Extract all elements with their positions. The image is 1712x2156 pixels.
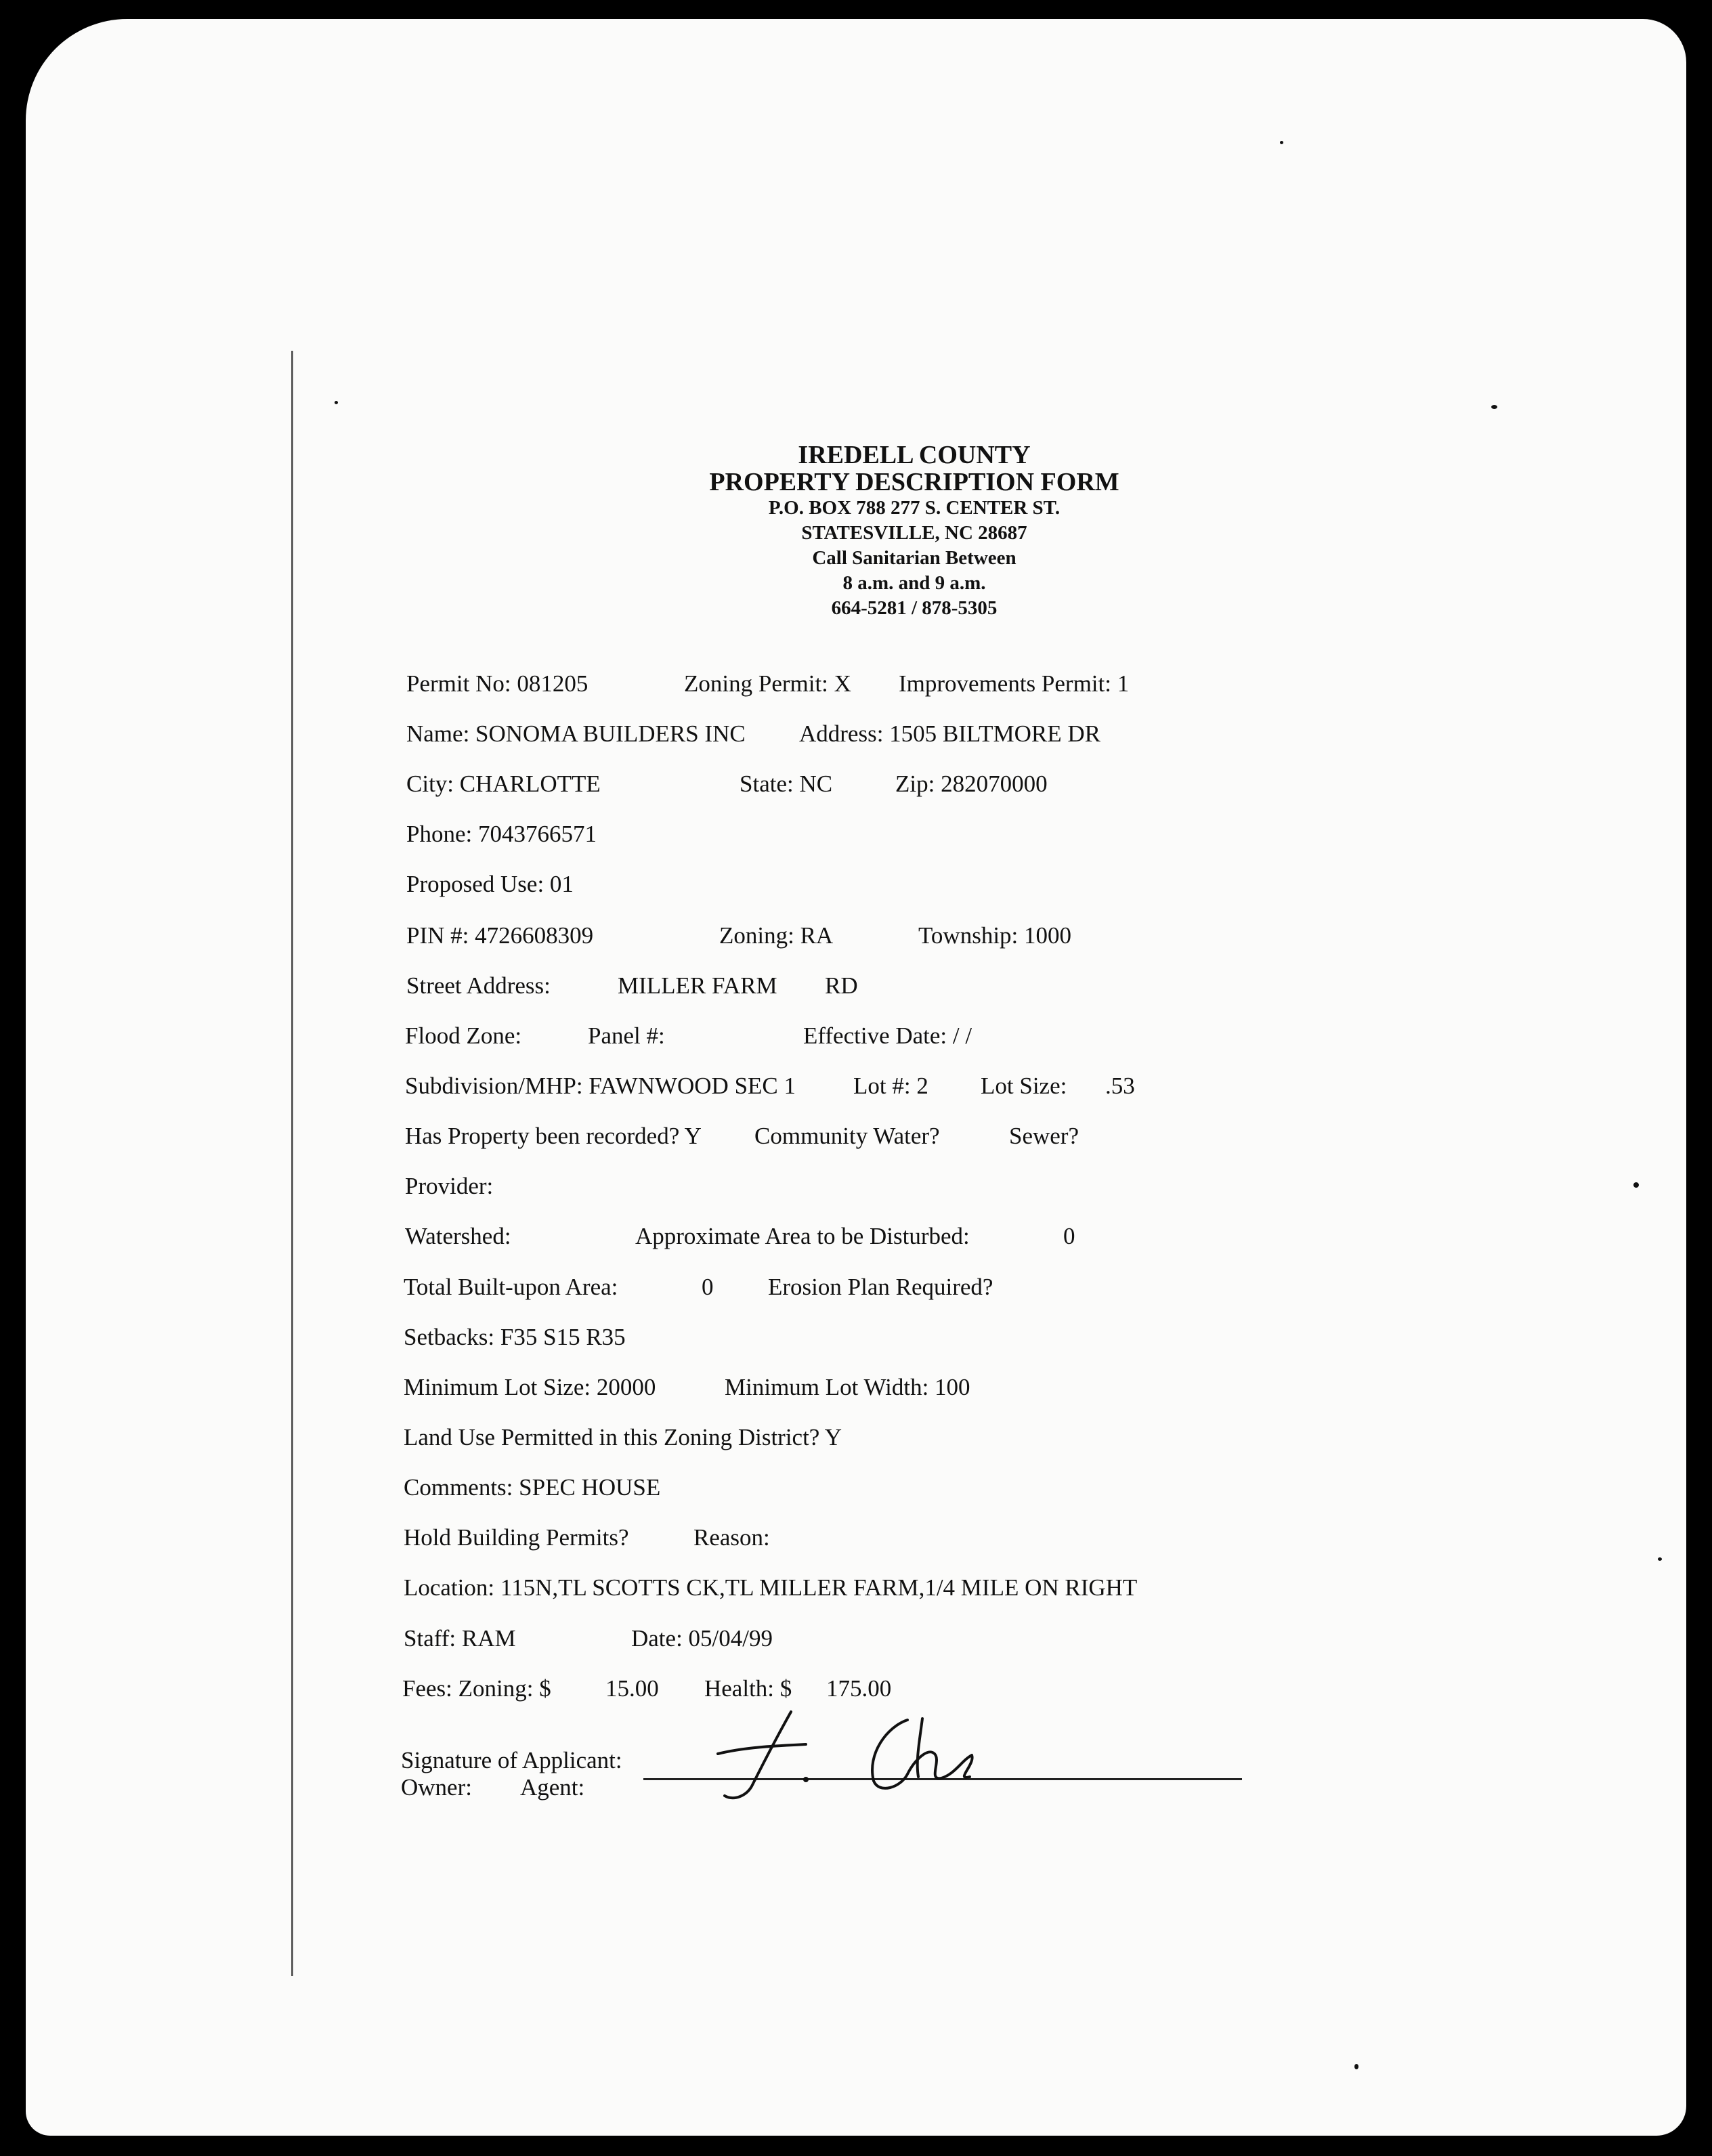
township: Township: 1000: [918, 922, 1072, 949]
owner: Owner:: [401, 1774, 472, 1801]
signature-label: Signature of Applicant:: [401, 1747, 622, 1773]
form-title: PROPERTY DESCRIPTION FORM: [709, 468, 1119, 496]
effective-date: Effective Date: / /: [803, 1022, 972, 1049]
staff: Staff: RAM: [404, 1625, 516, 1652]
improvements-permit: Improvements Permit: 1: [899, 670, 1130, 697]
erosion-plan: Erosion Plan Required?: [768, 1274, 993, 1300]
mailing-address: P.O. BOX 788 277 S. CENTER ST.: [768, 497, 1061, 519]
scan-speck: [1280, 141, 1283, 144]
zoning: Zoning: RA: [719, 922, 834, 949]
city-state-zip: STATESVILLE, NC 28687: [801, 522, 1027, 544]
phone: Phone: 7043766571: [406, 821, 597, 847]
call-hours: 8 a.m. and 9 a.m.: [842, 572, 986, 594]
proposed-use: Proposed Use: 01: [406, 871, 574, 897]
built-upon-area-label: Total Built-upon Area:: [404, 1274, 618, 1300]
fees-zoning-label: Fees: Zoning: $: [402, 1675, 551, 1702]
scan-speck: [1658, 1557, 1662, 1561]
county-title: IREDELL COUNTY: [798, 441, 1031, 469]
scan-speck: [1354, 2064, 1358, 2069]
hold-building-permits: Hold Building Permits?: [404, 1524, 629, 1551]
lot-number: Lot #: 2: [853, 1073, 928, 1099]
scan-margin-line: [291, 351, 293, 1976]
call-instruction: Call Sanitarian Between: [812, 547, 1016, 569]
comments: Comments: SPEC HOUSE: [404, 1474, 661, 1501]
community-water: Community Water?: [754, 1123, 940, 1149]
flood-zone: Flood Zone:: [405, 1022, 522, 1049]
zoning-permit: Zoning Permit: X: [684, 670, 851, 697]
state: State: NC: [740, 771, 833, 797]
property-recorded: Has Property been recorded? Y: [405, 1123, 702, 1149]
watershed: Watershed:: [405, 1223, 511, 1249]
location: Location: 115N,TL SCOTTS CK,TL MILLER FARM,1/4 MILE ON RIGHT: [404, 1574, 1138, 1601]
fees-health-amount: 175.00: [826, 1675, 892, 1702]
subdivision: Subdivision/MHP: FAWNWOOD SEC 1: [405, 1073, 796, 1099]
land-use-permitted: Land Use Permitted in this Zoning District? Y: [404, 1424, 842, 1450]
phone-numbers: 664-5281 / 878-5305: [831, 597, 998, 619]
date: Date: 05/04/99: [631, 1625, 773, 1652]
area-disturbed-value: 0: [1063, 1223, 1075, 1249]
provider: Provider:: [405, 1173, 494, 1199]
fees-zoning-amount: 15.00: [605, 1675, 659, 1702]
area-disturbed-label: Approximate Area to be Disturbed:: [635, 1223, 970, 1249]
city: City: CHARLOTTE: [406, 771, 601, 797]
applicant-address: Address: 1505 BILTMORE DR: [799, 720, 1100, 747]
setbacks: Setbacks: F35 S15 R35: [404, 1324, 626, 1350]
handwritten-signature: [704, 1706, 989, 1808]
street-address-label: Street Address:: [406, 972, 551, 999]
reason: Reason:: [693, 1524, 770, 1551]
scan-speck: [1633, 1182, 1639, 1188]
applicant-name: Name: SONOMA BUILDERS INC: [406, 720, 746, 747]
agent: Agent:: [520, 1774, 585, 1801]
street-name: MILLER FARM: [618, 972, 777, 999]
form-header: [677, 441, 1151, 621]
zip: Zip: 282070000: [895, 771, 1048, 797]
permit-number: Permit No: 081205: [406, 670, 588, 697]
scan-speck: [335, 401, 338, 404]
pin-number: PIN #: 4726608309: [406, 922, 594, 949]
sewer: Sewer?: [1009, 1123, 1079, 1149]
lot-size-value: .53: [1105, 1073, 1135, 1099]
street-suffix: RD: [825, 972, 858, 999]
panel-number: Panel #:: [588, 1022, 665, 1049]
minimum-lot-size: Minimum Lot Size: 20000: [404, 1374, 656, 1400]
lot-size-label: Lot Size:: [981, 1073, 1067, 1099]
scan-speck: [1491, 405, 1497, 409]
built-upon-area-value: 0: [702, 1274, 714, 1300]
minimum-lot-width: Minimum Lot Width: 100: [725, 1374, 970, 1400]
fees-health-label: Health: $: [704, 1675, 792, 1702]
